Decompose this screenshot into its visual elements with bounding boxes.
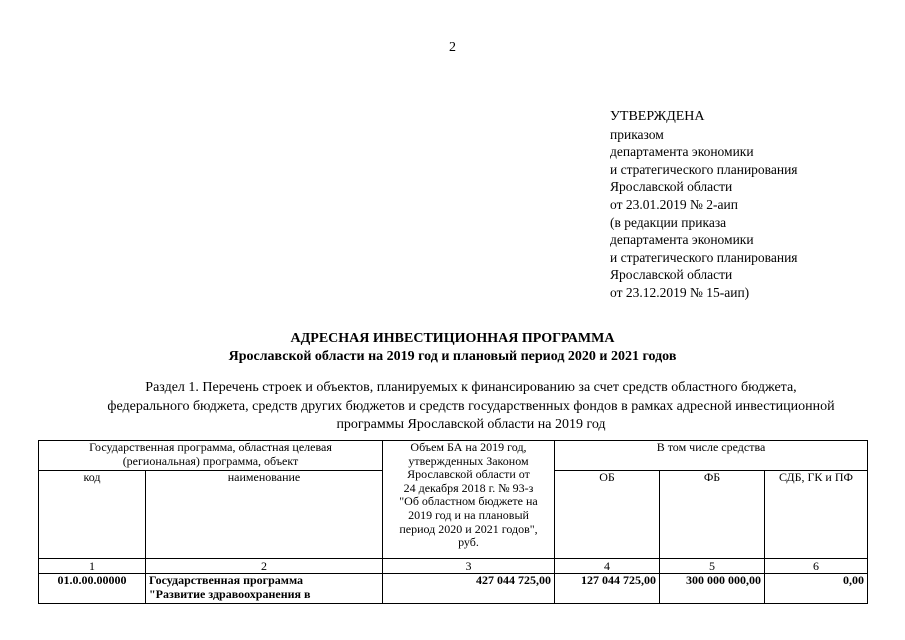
volume-header-line: 2019 год и на плановый: [408, 507, 529, 522]
approval-line: и стратегического планирования: [610, 249, 798, 265]
including-funds-header: В том числе средства: [555, 441, 868, 471]
column-number: 1: [39, 559, 146, 574]
row-fb: 300 000 000,00: [660, 574, 765, 604]
section-line-3: программы Ярославской области на 2019 год: [336, 417, 606, 432]
title-line-1: АДРЕСНАЯ ИНВЕСТИЦИОННАЯ ПРОГРАММА: [290, 331, 615, 346]
volume-header-line: Ярославской области от: [407, 467, 530, 482]
row-other: 0,00: [765, 574, 868, 604]
approval-line: и стратегического планирования: [610, 161, 798, 177]
program-group-header-line-1: Государственная программа, областная целевая: [89, 440, 332, 454]
page-number: 2: [449, 40, 456, 55]
approval-line: приказом: [610, 126, 664, 142]
column-header-other: СДБ, ГК и ПФ: [765, 471, 868, 559]
column-header-ob: ОБ: [555, 471, 660, 559]
column-number: 5: [660, 559, 765, 574]
row-ob: 127 044 725,00: [555, 574, 660, 604]
approval-line: Ярославской области: [610, 267, 733, 283]
section-heading: [40, 379, 902, 435]
section-line-2: федерального бюджета, средств других бюджетов и средств государственных фондов в рамках адресной инвестиционной: [107, 398, 835, 414]
volume-header-line: 24 декабря 2018 г. № 93-з: [403, 480, 534, 495]
column-header-code: код: [39, 471, 146, 559]
volume-header-line: период 2020 и 2021 годов",: [399, 521, 538, 536]
column-number: 3: [383, 559, 555, 574]
approval-stamp: [610, 108, 890, 302]
approval-line: УТВЕРЖДЕНА: [610, 109, 705, 124]
approval-line: Ярославской области: [610, 179, 733, 195]
approval-line: (в редакции приказа: [610, 214, 727, 230]
approval-line: от 23.01.2019 № 2-аип: [610, 196, 738, 212]
volume-header-line: Объем БА на 2019 год,: [410, 440, 527, 454]
program-group-header-line-2: (региональная) программа, объект: [122, 453, 299, 468]
investment-program-table: [38, 440, 868, 604]
volume-header-line: "Об областном бюджете на: [399, 494, 538, 509]
column-header-name: наименование: [146, 471, 383, 559]
row-code: 01.0.00.00000: [39, 574, 146, 604]
row-volume: 427 044 725,00: [383, 574, 555, 604]
approval-line: от 23.12.2019 № 15-аип): [610, 284, 750, 300]
row-name: [146, 574, 383, 604]
section-line-1: Раздел 1. Перечень строек и объектов, планируемых к финансированию за счет средств областного бюджета,: [145, 380, 797, 395]
program-group-header: [39, 441, 383, 471]
approval-line: департамента экономики: [610, 232, 754, 248]
title-line-2: Ярославской области на 2019 год и плановый период 2020 и 2021 годов: [228, 349, 677, 364]
approval-line: департамента экономики: [610, 144, 754, 160]
column-header-fb: ФБ: [660, 471, 765, 559]
column-number: 2: [146, 559, 383, 574]
volume-header-line: руб.: [458, 535, 479, 550]
row-name-line-1: Государственная программа: [149, 573, 304, 587]
row-name-line-2: "Развитие здравоохранения в: [149, 586, 311, 601]
volume-header-line: утвержденных Законом: [408, 453, 529, 468]
document-title: [0, 330, 905, 366]
column-number: 6: [765, 559, 868, 574]
volume-header: [383, 441, 555, 559]
column-number: 4: [555, 559, 660, 574]
table-row: [39, 574, 868, 604]
